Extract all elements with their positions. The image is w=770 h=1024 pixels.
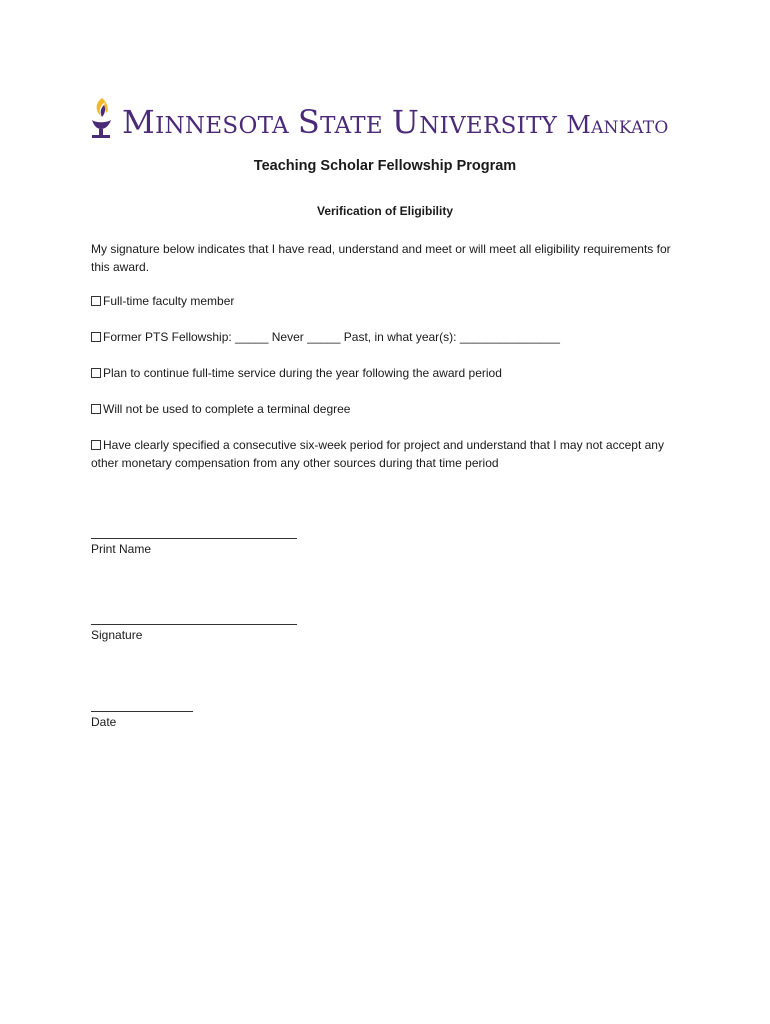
checkbox[interactable] bbox=[91, 368, 101, 378]
document-title: Teaching Scholar Fellowship Program bbox=[253, 158, 517, 174]
signature-line[interactable] bbox=[91, 624, 297, 625]
eligibility-item-label: Plan to continue full-time service during the year following the award period bbox=[103, 366, 502, 380]
torch-icon bbox=[88, 96, 114, 142]
eligibility-item-label: Will not be used to complete a terminal degree bbox=[103, 402, 351, 416]
eligibility-item-label: Former PTS Fellowship: _____ Never _____ Past, in what year(s): _______________ bbox=[103, 330, 560, 344]
checkbox[interactable] bbox=[91, 440, 101, 450]
checkbox[interactable] bbox=[91, 296, 101, 306]
eligibility-item bbox=[91, 400, 691, 418]
university-logo bbox=[88, 92, 669, 142]
eligibility-item bbox=[91, 328, 691, 346]
eligibility-item-label: Have clearly specified a consecutive six-week period for project and understand that I may not accept any other monetary compensation from any other sources during that time period bbox=[91, 438, 664, 470]
eligibility-item bbox=[91, 364, 691, 382]
intro-paragraph: My signature below indicates that I have read, understand and meet or will meet all eligibility requirements for this award. bbox=[91, 242, 671, 274]
eligibility-item-label: Full-time faculty member bbox=[103, 294, 235, 308]
signature-label: Signature bbox=[91, 628, 143, 642]
checkbox[interactable] bbox=[91, 332, 101, 342]
eligibility-item bbox=[91, 292, 691, 310]
document-subtitle: Verification of Eligibility bbox=[316, 204, 454, 218]
print-name-line[interactable] bbox=[91, 538, 297, 539]
university-wordmark: MINNESOTA STATE UNIVERSITY MANKATO bbox=[122, 103, 669, 141]
date-line[interactable] bbox=[91, 711, 193, 712]
checkbox[interactable] bbox=[91, 404, 101, 414]
date-label: Date bbox=[91, 715, 117, 729]
eligibility-item bbox=[91, 436, 691, 472]
print-name-label: Print Name bbox=[91, 542, 152, 556]
